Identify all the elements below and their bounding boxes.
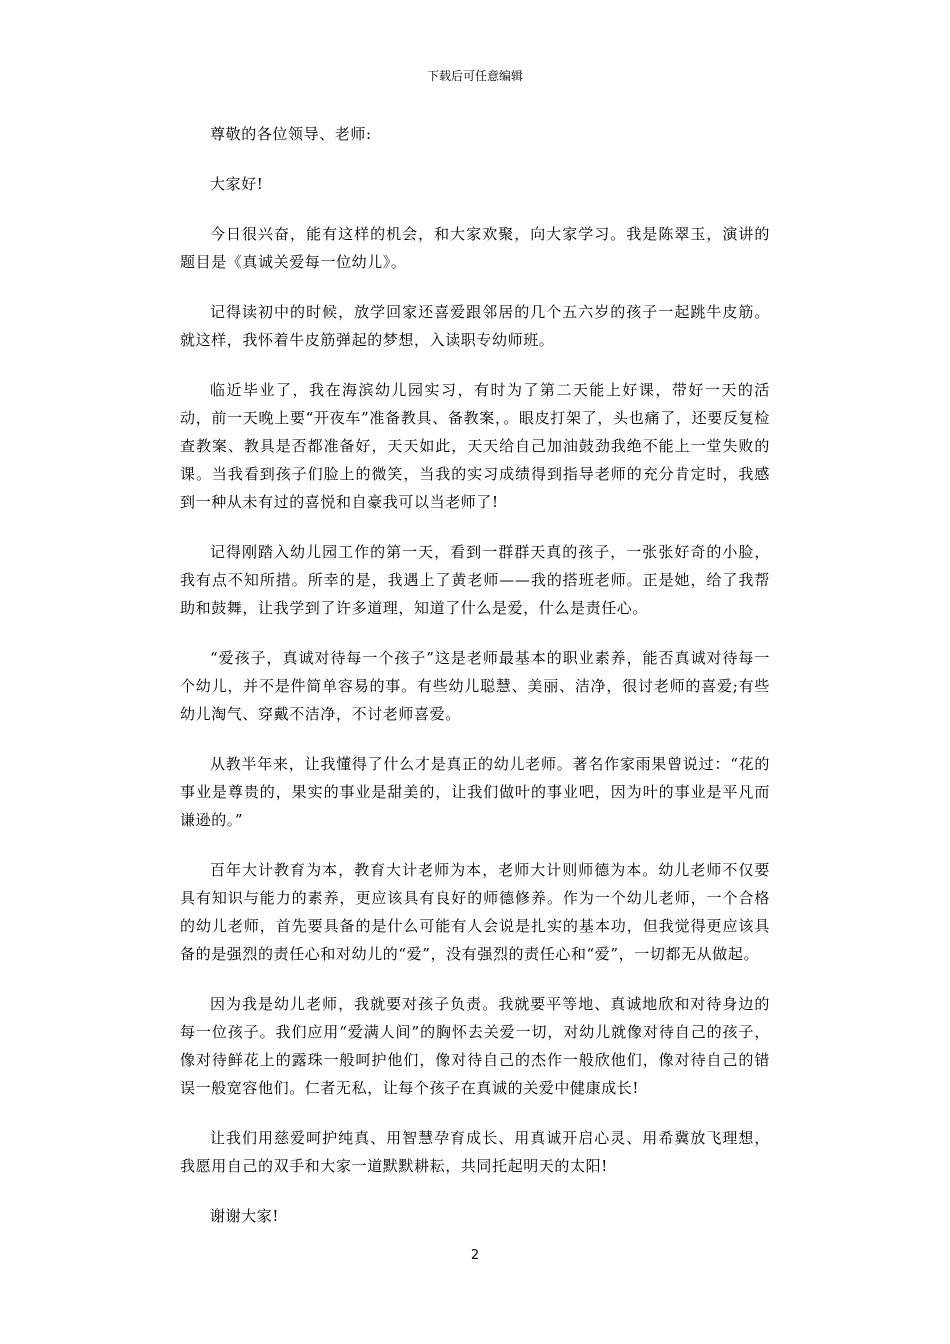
- salutation: 尊敬的各位领导、老师:: [210, 125, 372, 143]
- paragraph: 临近毕业了，我在海滨幼儿园实习，有时为了第二天能上好课，带好一天的活动，前一天晚上要“开夜车”准备教具、备教案，。眼皮打架了，头也痛了，还要反复检查教案、教具是否都准备好，天天如此，天天给自己加油鼓劲我绝不能上一堂失败的课。当我看到孩子们脸上的微笑，当我的实习成绩得到指导老师的充分肯定时，我感到一种从未有过的喜悦和自豪我可以当老师了!: [180, 381, 770, 511]
- paragraph: 让我们用慈爱呵护纯真、用智慧孕育成长、用真诚开启心灵、用希冀放飞理想，我愿用自己的双手和大家一道默默耕耘，共同托起明天的太阳!: [180, 1129, 770, 1175]
- page-number: 2: [470, 1248, 480, 1263]
- greeting: 大家好!: [210, 175, 264, 193]
- page-header: 下载后可任意编辑: [426, 69, 523, 83]
- closing: 谢谢大家!: [210, 1207, 280, 1225]
- paragraph: 因为我是幼儿老师，我就要对孩子负责。我就要平等地、真诚地欣和对待身边的每一位孩子。我们应用“爱满人间”的胸怀去关爱一切，对幼儿就像对待自己的孩子，像对待鲜花上的露珠一般呵护他们，像对待自己的杰作一般欣他们，像对待自己的错误一般宽容他们。仁者无私，让每个孩子在真诚的关爱中健康成长!: [180, 995, 770, 1097]
- paragraph: 记得刚踏入幼儿园工作的第一天，看到一群群天真的孩子，一张张好奇的小脸，我有点不知所措。所幸的是，我遇上了黄老师——我的搭班老师。正是她，给了我帮助和鼓舞，让我学到了许多道理，知道了什么是爱，什么是责任心。: [180, 543, 770, 617]
- paragraph: 百年大计教育为本，教育大计老师为本，老师大计则师德为本。幼儿老师不仅要具有知识与能力的素养，更应该具有良好的师德修养。作为一个幼儿老师，一个合格的幼儿老师，首先要具备的是什么可能有人会说是扎实的基本功，但我觉得更应该具备的是强烈的责任心和对幼儿的“爱”，没有强烈的责任心和“爱”，一切都无从做起。: [180, 861, 770, 963]
- paragraph: 今日很兴奋，能有这样的机会，和大家欢聚，向大家学习。我是陈翠玉，演讲的题目是《真诚关爱每一位幼儿》。: [180, 225, 770, 271]
- paragraph: “爱孩子，真诚对待每一个孩子”这是老师最基本的职业素养，能否真诚对待每一个幼儿，并不是件简单容易的事。有些幼儿聪慧、美丽、洁净，很讨老师的喜爱;有些幼儿淘气、穿戴不洁净，不讨老师喜爱。: [180, 649, 770, 723]
- paragraph: 记得读初中的时候，放学回家还喜爱跟邻居的几个五六岁的孩子一起跳牛皮筋。就这样，我怀着牛皮筋弹起的梦想，入读职专幼师班。: [180, 303, 770, 349]
- paragraph: 从教半年来，让我懂得了什么才是真正的幼儿老师。著名作家雨果曾说过：“花的事业是尊贵的，果实的事业是甜美的，让我们做叶的事业吧，因为叶的事业是平凡而谦逊的。”: [180, 755, 770, 829]
- document-body: [180, 120, 770, 1252]
